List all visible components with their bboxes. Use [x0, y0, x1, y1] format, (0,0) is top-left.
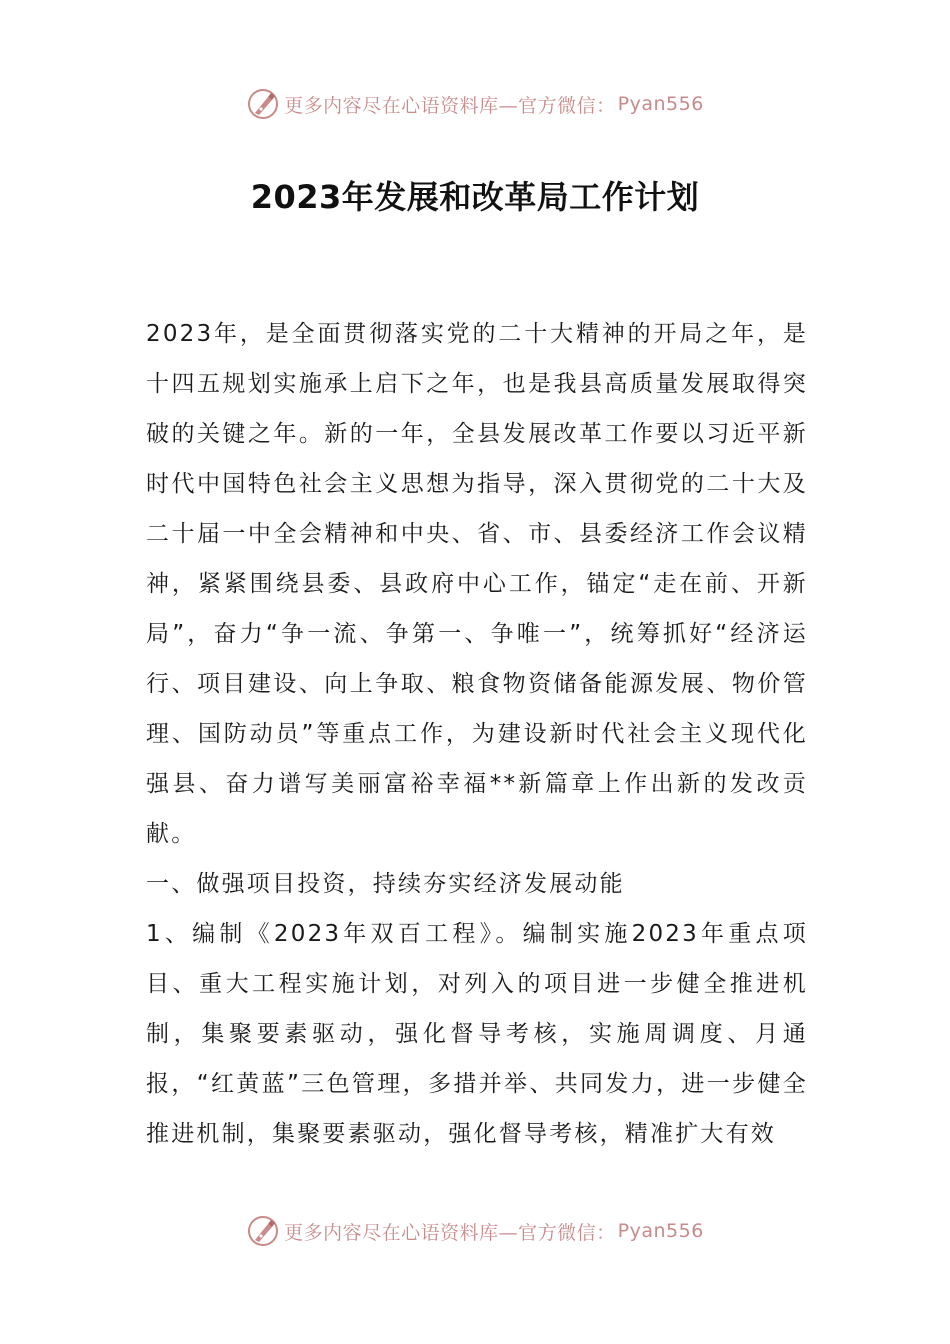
- watermark-footer: [0, 1211, 950, 1251]
- watermark-text: 更多内容尽在心语资料库—官方微信：: [284, 1221, 616, 1244]
- document-body: [146, 309, 808, 1159]
- watermark-header: [0, 84, 950, 124]
- item-paragraph: 1、编制《2023年双百工程》。编制实施2023年重点项目、重大工程实施计划，对列入的项目进一步健全推进机制，集聚要素驱动，强化督导考核，实施周调度、月通报，“红黄蓝”三色管理，多措并举、共同发力，进一步健全推进机制，集聚要素驱动，强化督导考核，精准扩大有效: [146, 921, 808, 1147]
- pen-nib-logo-icon: [246, 87, 280, 121]
- watermark-contact: Pyan556: [617, 1220, 704, 1242]
- watermark-text: 更多内容尽在心语资料库—官方微信：: [284, 94, 616, 117]
- intro-paragraph: 2023年，是全面贯彻落实党的二十大精神的开局之年，是十四五规划实施承上启下之年，也是我县高质量发展取得突破的关键之年。新的一年，全县发展改革工作要以习近平新时代中国特色社会主义思想为指导，深入贯彻党的二十大及二十届一中全会精神和中央、省、市、县委经济工作会议精神，紧紧围绕县委、县政府中心工作，锚定“走在前、开新局”，奋力“争一流、争第一、争唯一”，统筹抓好“经济运行、项目建设、向上争取、粮食物资储备能源发展、物价管理、国防动员”等重点工作，为建设新时代社会主义现代化强县、奋力谱写美丽富裕幸福**新篇章上作出新的发改贡献。: [146, 321, 808, 847]
- section-heading: 一、做强项目投资，持续夯实经济发展动能: [146, 871, 625, 897]
- watermark-contact: Pyan556: [617, 93, 704, 115]
- page-title: 2023年发展和改革局工作计划: [250, 178, 700, 216]
- pen-nib-logo-icon: [246, 1214, 280, 1248]
